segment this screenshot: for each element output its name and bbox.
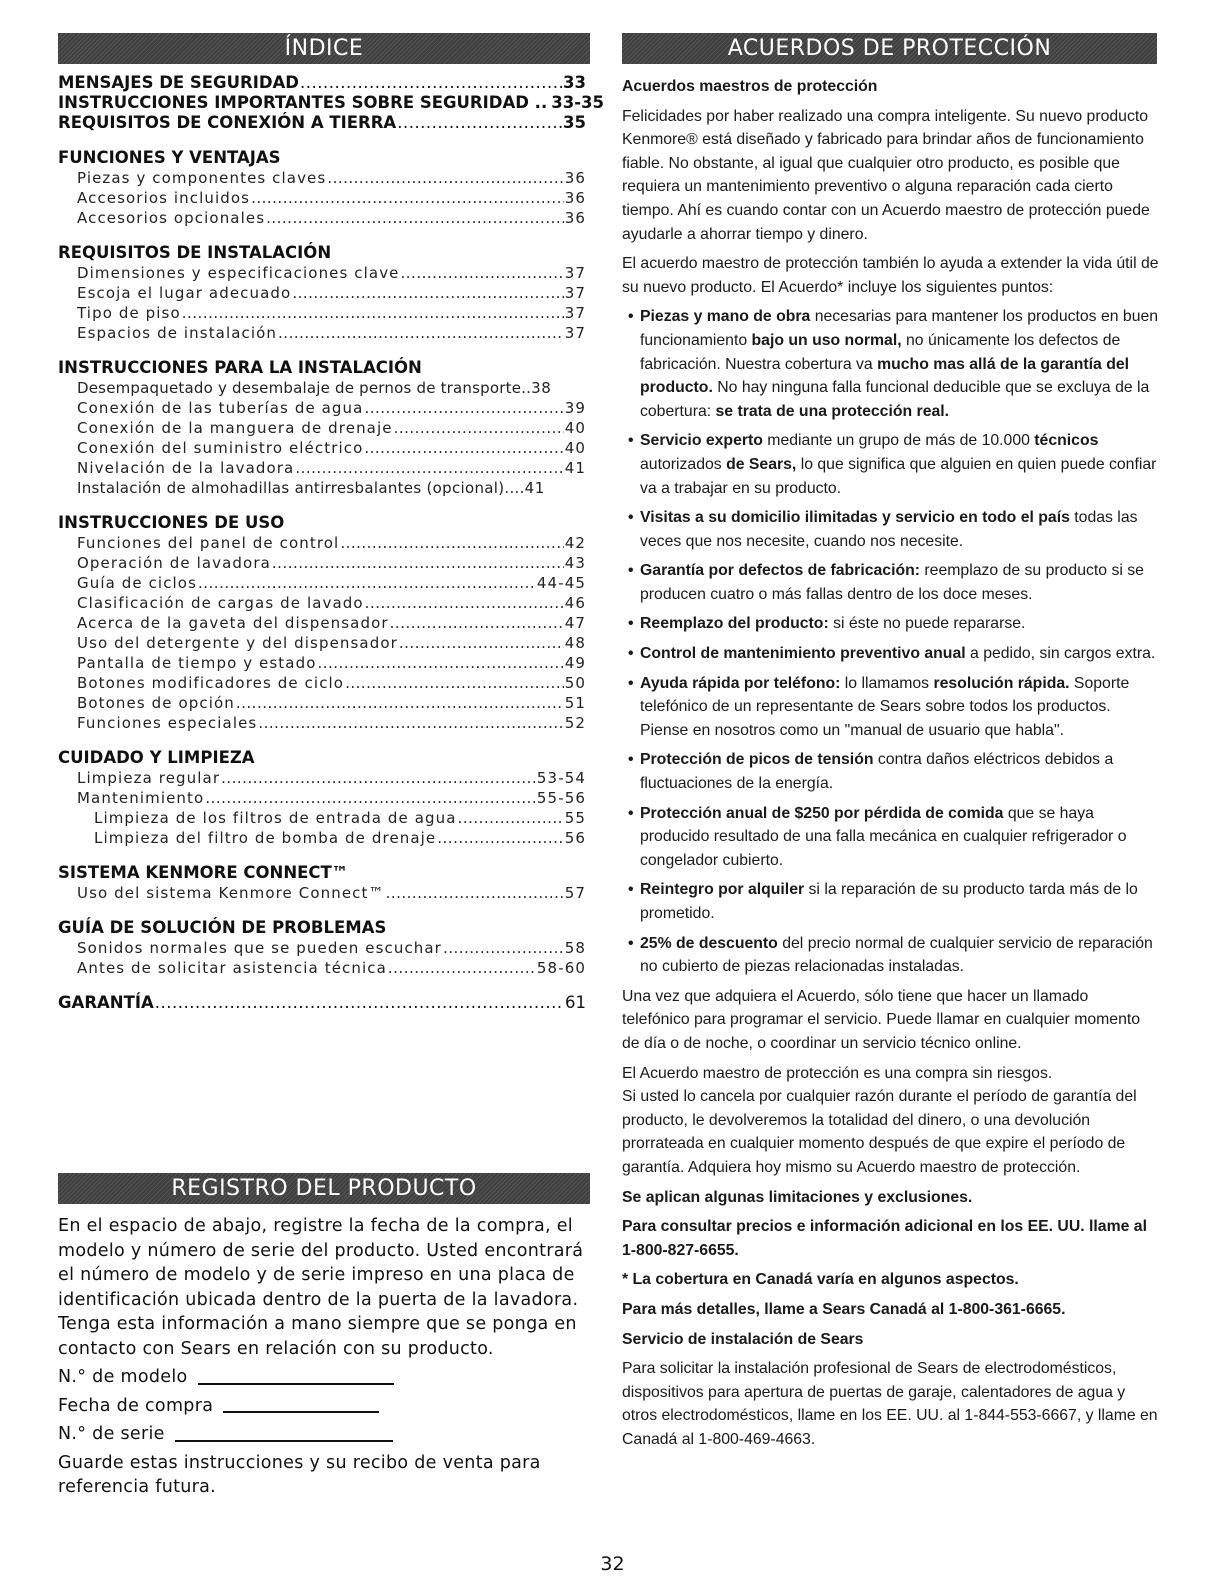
toc-entry-page: 43 <box>564 554 586 572</box>
limitations-note: Se aplican algunas limitaciones y exclusiones. <box>622 1188 973 1206</box>
benefit-bold: se trata de una protección real. <box>715 402 950 420</box>
toc-entry-label: Tipo de piso <box>77 304 181 322</box>
toc-entry-label: Piezas y componentes claves <box>77 169 327 187</box>
benefit-bold: Ayuda rápida por teléfono: <box>640 674 841 692</box>
toc-entry[interactable] <box>58 828 586 848</box>
benefit-item <box>622 506 1160 553</box>
toc-entry-label: Espacios de instalación <box>77 324 278 342</box>
toc-entry-page: 44-45 <box>536 574 586 592</box>
benefit-text: si éste no puede repararse. <box>828 615 1026 633</box>
toc-entry-page: 33-35 <box>551 93 605 112</box>
toc-entry-label: Acerca de la gaveta del dispensador <box>77 614 389 632</box>
acuerdos-paragraph: Si usted lo cancela por cualquier razón durante el período de garantía del producto, le devolveremos la totalidad del dinero, o una devolución prorrateada en cualquier momento después de que expire el período de garantía. Adquiera hoy mismo su Acuerdo maestro de protección. <box>622 1088 1137 1176</box>
benefit-text: reemplazo de su producto si se producen cuatro o más fallas dentro de los doce meses. <box>640 562 1144 603</box>
registro-intro: En el espacio de abajo, registre la fecha de la compra, el modelo y número de serie del producto. Usted encontrará el número de modelo y de serie impreso en una placa de identificación ubicada dentro de la puerta de la lavadora. Tenga esta información a mano siempre que se ponga en contacto con Sears en relación con su producto. <box>58 1216 584 1359</box>
toc-entry[interactable] <box>58 93 605 113</box>
bullet-icon: • <box>628 674 634 692</box>
toc-entry-page: 51 <box>564 694 586 712</box>
toc-entry-page: 37 <box>564 324 586 342</box>
benefit-item <box>622 672 1160 743</box>
benefit-item <box>622 559 1160 606</box>
toc-entry-label: Accesorios incluidos <box>77 189 251 207</box>
toc-entry-page: 35 <box>563 113 586 132</box>
toc-entry-label: Antes de solicitar asistencia técnica <box>77 959 387 977</box>
bullet-icon: • <box>628 934 634 952</box>
toc-entry-page: 52 <box>564 714 586 732</box>
toc-entry-label: Pantalla de tiempo y estado <box>77 654 317 672</box>
benefit-bold: Protección de picos de tensión <box>640 751 874 769</box>
toc-entry[interactable] <box>58 323 586 343</box>
toc-entry-label: Conexión de las tuberías de agua <box>77 399 364 417</box>
toc-entry[interactable] <box>58 673 586 693</box>
toc-entry-garantia[interactable] <box>58 993 586 1013</box>
toc-entry-label: Escoja el lugar adecuado <box>77 284 292 302</box>
toc-top-group <box>58 73 605 133</box>
toc-entry[interactable] <box>58 938 586 958</box>
benefit-text: que se haya producido resultado de una falla mecánica en cualquier refrigerador o congelador cubierto. <box>640 804 1127 869</box>
us-phone-note: Para consultar precios e información adicional en los EE. UU. llame al 1-800-827-6655. <box>622 1218 1147 1259</box>
toc-entry-page: 37 <box>564 304 586 322</box>
toc-entry-page: 48 <box>564 634 586 652</box>
toc-group-funciones <box>58 148 586 228</box>
toc-entry[interactable] <box>58 613 586 633</box>
toc-entry-page: 49 <box>564 654 586 672</box>
benefit-bold: Reemplazo del producto: <box>640 615 829 633</box>
benefit-text: autorizados <box>640 455 727 473</box>
toc-entry-label: Botones modificadores de ciclo <box>77 674 345 692</box>
field-label: Fecha de compra <box>58 1395 214 1416</box>
bullet-icon: • <box>628 645 634 663</box>
toc-entry-label: Guía de ciclos <box>77 574 197 592</box>
toc-entry[interactable] <box>58 168 586 188</box>
toc-entry-label: INSTRUCCIONES IMPORTANTES SOBRE SEGURIDAD .. <box>58 93 548 112</box>
acuerdos-section <box>622 75 1160 1457</box>
purchase-date-field[interactable] <box>58 1394 588 1419</box>
field-line[interactable] <box>198 1383 394 1385</box>
toc-entry-page: 55 <box>564 809 586 827</box>
toc-entry[interactable] <box>58 188 586 208</box>
acuerdos-paragraph: El acuerdo maestro de protección también lo ayuda a extender la vida útil de su nuevo producto. El Acuerdo* incluye los siguientes puntos: <box>622 255 1159 296</box>
toc-entry[interactable] <box>58 283 586 303</box>
benefit-item <box>622 748 1160 795</box>
toc-entry-label: Limpieza del filtro de bomba de drenaje <box>94 829 437 847</box>
benefit-bold: técnicos <box>1034 432 1099 450</box>
toc-entry-page: 37 <box>564 284 586 302</box>
acuerdos-paragraph: Felicidades por haber realizado una compra inteligente. Su nuevo producto Kenmore® está diseñado y fabricado para brindar años de funcionamiento fiable. No obstante, al igual que cualquier otro producto, es posible que requiera un mantenimiento preventivo o alguna reparación cada cierto tiempo. Ahí es cuando contar con un Acuerdo maestro de protección puede ayudarle a ahorrar tiempo y dinero. <box>622 107 1150 243</box>
bullet-icon: • <box>628 562 634 580</box>
canada-phone-note: Para más detalles, llame a Sears Canadá al 1-800-361-6665. <box>622 1300 1066 1318</box>
toc-entry-label: Accesorios opcionales <box>77 209 266 227</box>
benefit-bold: bajo un uso normal, <box>751 331 902 349</box>
benefit-text: del precio normal de cualquier servicio de reparación no cubierto de piezas relacionadas instaladas. <box>640 934 1153 976</box>
toc-group-instalacion <box>58 358 586 498</box>
toc-entry-page: 36 <box>564 169 586 187</box>
benefit-text: mediante un grupo de más de 10.000 <box>762 432 1035 450</box>
toc-entry[interactable] <box>58 713 586 733</box>
benefit-bold: Piezas y mano de obra <box>640 308 811 326</box>
benefit-bold: Protección anual de $250 por pérdida de comida <box>640 804 1004 822</box>
toc-entry-page: 42 <box>564 534 586 552</box>
benefit-bold: 25% de descuento <box>640 934 778 952</box>
benefit-text: a pedido, sin cargos extra. <box>965 645 1156 663</box>
canada-coverage-note: * La cobertura en Canadá varía en algunos aspectos. <box>622 1271 1019 1289</box>
toc-heading: CUIDADO Y LIMPIEZA <box>58 748 255 767</box>
toc-heading: INSTRUCCIONES DE USO <box>58 513 285 532</box>
toc-entry[interactable] <box>58 438 586 458</box>
toc-entry-page: 57 <box>564 884 586 902</box>
acuerdos-paragraph: El Acuerdo maestro de protección es una compra sin riesgos. <box>622 1064 1053 1082</box>
toc-heading: FUNCIONES Y VENTAJAS <box>58 148 281 167</box>
toc-heading: GUÍA DE SOLUCIÓN DE PROBLEMAS <box>58 918 387 937</box>
toc-entry[interactable] <box>58 73 586 93</box>
toc-entry[interactable] <box>58 113 586 133</box>
benefit-item <box>622 642 1160 666</box>
toc-entry-label: Conexión de la manguera de drenaje <box>77 419 393 437</box>
toc-entry[interactable] <box>58 418 586 438</box>
registro-closing: Guarde estas instrucciones y su recibo de venta para referencia futura. <box>58 1452 541 1497</box>
toc-entry-label: Mantenimiento <box>77 789 205 807</box>
benefit-bold: de Sears, <box>726 455 797 473</box>
toc-entry-page: 50 <box>564 674 586 692</box>
toc-entry-label: Conexión del suministro eléctrico <box>77 439 364 457</box>
toc-entry[interactable] <box>58 573 586 593</box>
table-of-contents <box>58 73 605 1013</box>
toc-entry-label: Funciones especiales <box>77 714 258 732</box>
benefit-text: necesarias para mantener los productos en buen funcionamiento <box>640 308 1159 349</box>
toc-entry-label: Uso del detergente y del dispensador <box>77 634 398 652</box>
toc-entry[interactable] <box>58 693 586 713</box>
toc-entry-label: Desempaquetado y desembalaje de pernos de transporte.. <box>77 379 532 397</box>
toc-entry-label: Limpieza de los filtros de entrada de agua <box>94 809 457 827</box>
toc-entry[interactable] <box>58 478 586 498</box>
acuerdos-paragraph: Una vez que adquiera el Acuerdo, sólo tiene que hacer un llamado telefónico para programar el servicio. Puede llamar en cualquier momento de día o de noche, o coordinar un servicio técnico online. <box>622 987 1141 1052</box>
toc-entry-page: 61 <box>565 993 586 1012</box>
toc-entry[interactable] <box>58 633 586 653</box>
toc-entry-page: 46 <box>564 594 586 612</box>
bullet-icon: • <box>628 509 634 527</box>
toc-group-sistema <box>58 863 586 903</box>
benefit-bold: mucho mas allá de la garantía del producto. <box>640 355 1130 397</box>
toc-entry[interactable] <box>58 553 586 573</box>
toc-entry-label: Nivelación de la lavadora <box>77 459 295 477</box>
benefit-item <box>622 878 1160 925</box>
benefit-item <box>622 305 1160 423</box>
toc-entry-label: Dimensiones y especificaciones clave <box>77 264 400 282</box>
toc-entry-page: 53-54 <box>536 769 586 787</box>
toc-heading: REQUISITOS DE INSTALACIÓN <box>58 243 332 262</box>
bullet-icon: • <box>628 804 634 822</box>
toc-entry-page: 36 <box>564 209 586 227</box>
toc-entry-page: 58 <box>564 939 586 957</box>
toc-group-cuidado <box>58 748 586 848</box>
toc-entry[interactable] <box>58 883 586 903</box>
toc-banner: ÍNDICE <box>58 33 590 64</box>
acuerdos-banner: ACUERDOS DE PROTECCIÓN <box>622 33 1157 64</box>
registro-banner: REGISTRO DEL PRODUCTO <box>58 1173 590 1204</box>
toc-entry-label: Funciones del panel de control <box>77 534 340 552</box>
toc-entry[interactable] <box>58 208 586 228</box>
toc-entry-page: 47 <box>564 614 586 632</box>
benefit-text: si la reparación de su producto tarda más de lo prometido. <box>640 881 1138 922</box>
toc-entry-page: 40 <box>564 439 586 457</box>
toc-entry[interactable] <box>58 533 586 553</box>
benefit-bold: Garantía por defectos de fabricación: <box>640 562 921 580</box>
benefit-bold: resolución rápida. <box>933 674 1070 692</box>
toc-entry-page: 39 <box>564 399 586 417</box>
benefit-text: no únicamente los defectos de fabricación. Nuestra cobertura va <box>640 331 1121 373</box>
installation-service-heading: Servicio de instalación de Sears <box>622 1330 864 1348</box>
toc-entry[interactable] <box>58 303 586 323</box>
toc-entry-page: 41 <box>524 479 545 497</box>
toc-entry-label: Sonidos normales que se pueden escuchar <box>77 939 442 957</box>
toc-entry[interactable] <box>58 398 586 418</box>
toc-entry-page: 56 <box>564 829 586 847</box>
toc-group-uso <box>58 513 586 733</box>
toc-entry-page: 37 <box>564 264 586 282</box>
toc-entry-label: Limpieza regular <box>77 769 221 787</box>
toc-entry[interactable] <box>58 808 586 828</box>
bullet-icon: • <box>628 432 634 450</box>
toc-entry-page: 33 <box>563 73 586 92</box>
toc-heading: SISTEMA KENMORE CONNECT™ <box>58 863 349 882</box>
benefit-text: No hay ninguna falla funcional deducible que se excluya de la cobertura: <box>640 379 1150 420</box>
toc-entry-label: GARANTÍA <box>58 993 154 1012</box>
bullet-icon: • <box>628 615 634 633</box>
benefit-bold: Visitas a su domicilio ilimitadas y servicio en todo el país <box>640 509 1070 527</box>
toc-group-guia <box>58 918 586 978</box>
benefit-item <box>622 802 1160 873</box>
benefit-text: Soporte telefónico de un representante de Sears sobre todos los productos. Piense en nosotros como un "manual de usuario que habla". <box>640 674 1130 739</box>
toc-entry-page: 41 <box>564 459 586 477</box>
toc-entry-label: MENSAJES DE SEGURIDAD <box>58 73 300 92</box>
field-label: N.° de serie <box>58 1424 165 1444</box>
benefit-text: todas las veces que nos necesite, cuando nos necesite. <box>640 509 1138 550</box>
page-number: 32 <box>600 1553 625 1575</box>
benefit-text: contra daños eléctricos debidos a fluctuaciones de la energía. <box>640 751 1114 793</box>
toc-entry-label: Instalación de almohadillas antirresbalantes (opcional).... <box>77 479 525 497</box>
benefit-bold: Reintegro por alquiler <box>640 881 805 899</box>
bullet-icon: • <box>628 308 634 326</box>
toc-entry[interactable] <box>58 458 586 478</box>
model-number-field[interactable] <box>58 1365 588 1390</box>
toc-entry-label: REQUISITOS DE CONEXIÓN A TIERRA <box>58 113 397 132</box>
benefit-bold: Control de mantenimiento preventivo anual <box>640 645 966 663</box>
toc-group-requisitos <box>58 243 586 343</box>
benefit-bold: Servicio experto <box>640 432 763 450</box>
toc-entry-page: 36 <box>564 189 586 207</box>
registro-section <box>58 1214 588 1504</box>
toc-entry-page: 40 <box>564 419 586 437</box>
toc-entry-page: 55-56 <box>536 789 586 807</box>
bullet-icon: • <box>628 881 634 899</box>
toc-entry-label: Botones de opción <box>77 694 235 712</box>
toc-entry[interactable] <box>58 653 586 673</box>
benefit-text: lo llamamos <box>840 674 934 692</box>
toc-entry[interactable] <box>58 788 586 808</box>
toc-entry-label: Uso del sistema Kenmore Connect™ <box>77 884 385 902</box>
serial-number-field[interactable] <box>58 1422 588 1447</box>
installation-service-text: Para solicitar la instalación profesional de Sears de electrodomésticos, dispositivos para apertura de puertas de garaje, calentadores de agua y otros electrodomésticos, llame en los EE. UU. al 1-844-553-6667, y llame en Canadá al 1-800-469-4663. <box>622 1360 1158 1448</box>
toc-entry[interactable] <box>58 593 586 613</box>
bullet-icon: • <box>628 751 634 769</box>
toc-heading: INSTRUCCIONES PARA LA INSTALACIÓN <box>58 358 422 377</box>
field-line[interactable] <box>175 1440 393 1442</box>
toc-entry-page: 58-60 <box>536 959 586 977</box>
toc-entry[interactable] <box>58 378 586 398</box>
toc-entry-label: Clasificación de cargas de lavado <box>77 594 364 612</box>
field-label: N.° de modelo <box>58 1367 188 1387</box>
toc-entry[interactable] <box>58 768 586 788</box>
toc-entry[interactable] <box>58 263 586 283</box>
toc-entry-page: 38 <box>531 379 552 397</box>
toc-entry[interactable] <box>58 958 586 978</box>
benefit-item <box>622 612 1160 636</box>
acuerdos-heading: Acuerdos maestros de protección <box>622 78 878 95</box>
benefit-item <box>622 429 1160 500</box>
benefit-item <box>622 932 1160 979</box>
benefit-text: lo que significa que alguien en quien puede confiar va a trabajar en su producto. <box>640 455 1157 497</box>
field-line[interactable] <box>223 1411 379 1413</box>
toc-entry-label: Operación de lavadora <box>77 554 271 572</box>
